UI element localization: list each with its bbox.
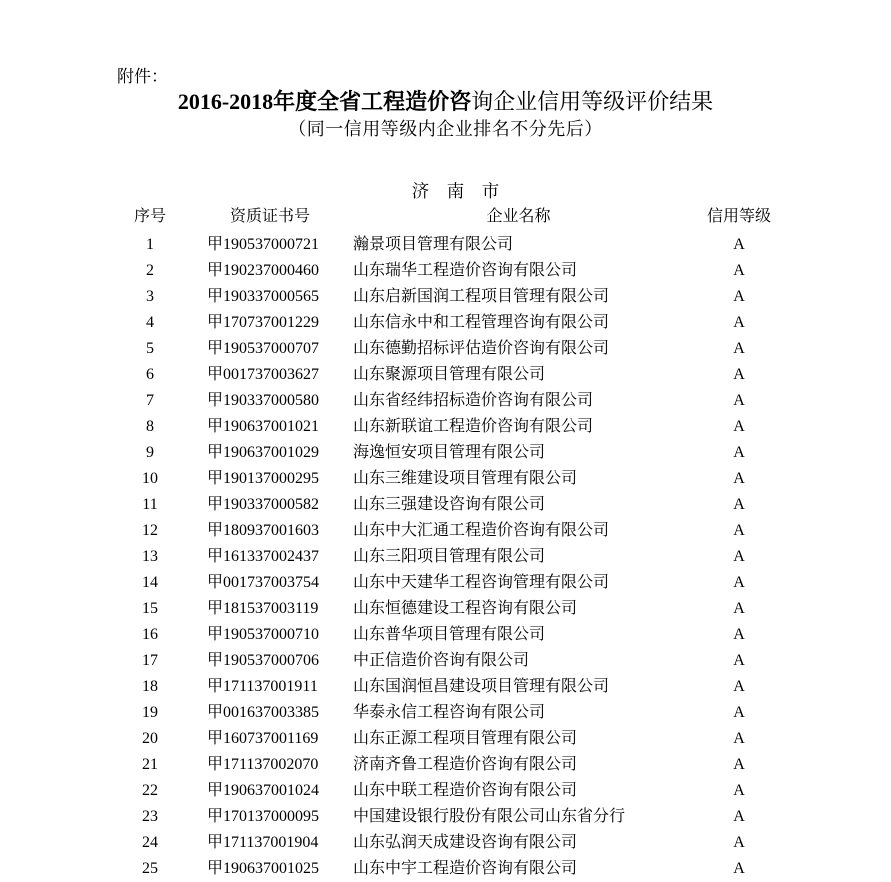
table-row [0,414,891,440]
table-row [0,596,891,622]
certificate-number-cell: 甲190337000565 [207,288,320,305]
credit-grade-cell: A [733,574,745,591]
certificate-number-cell: 甲181537003119 [207,600,319,617]
certificate-number-cell: 甲180937001603 [207,522,320,539]
company-name-cell: 山东普华项目管理有限公司 [353,626,546,643]
serial-number-cell: 22 [142,782,158,799]
company-name-cell: 山东省经纬招标造价咨询有限公司 [353,392,594,409]
table-row [0,830,891,856]
table-row [0,466,891,492]
serial-number-cell: 10 [142,470,158,487]
certificate-number-cell: 甲190237000460 [207,262,320,279]
serial-number-cell: 15 [142,600,158,617]
serial-number-cell: 12 [142,522,158,539]
table-row [0,440,891,466]
serial-number-cell: 19 [142,704,158,721]
header-company-name: 企业名称 [486,208,551,225]
table-row [0,674,891,700]
credit-grade-cell: A [733,392,745,409]
company-name-cell: 中正信造价咨询有限公司 [353,652,530,669]
certificate-number-cell: 甲190637001024 [207,782,320,799]
document-title-regular-part: 询企业信用等级评价结果 [471,89,714,114]
table-row [0,570,891,596]
company-name-cell: 山东德勤招标评估造价咨询有限公司 [353,340,610,357]
certificate-number-cell: 甲171137001904 [207,834,319,851]
certificate-number-cell: 甲190537000707 [207,340,320,357]
company-name-cell: 山东三强建设咨询有限公司 [353,496,546,513]
certificate-number-cell: 甲190637001029 [207,444,320,461]
document-title-bold-part: 2016-2018年度全省工程造价咨 [177,89,472,114]
company-name-cell: 山东中宇工程造价咨询有限公司 [353,860,578,877]
credit-grade-cell: A [733,262,745,279]
serial-number-cell: 16 [142,626,158,643]
serial-number-cell: 1 [146,236,154,253]
table-row [0,362,891,388]
certificate-number-cell: 甲001737003627 [207,366,320,383]
company-name-cell: 山东瑞华工程造价咨询有限公司 [353,262,578,279]
company-name-cell: 华泰永信工程咨询有限公司 [353,704,546,721]
table-row [0,492,891,518]
company-name-cell: 瀚景项目管理有限公司 [353,236,514,253]
serial-number-cell: 6 [146,366,154,383]
certificate-number-cell: 甲190537000706 [207,652,320,669]
table-row [0,804,891,830]
company-name-cell: 山东国润恒昌建设项目管理有限公司 [353,678,610,695]
credit-grade-cell: A [733,600,745,617]
table-row [0,284,891,310]
company-name-cell: 山东三阳项目管理有限公司 [353,548,546,565]
credit-grade-cell: A [733,366,745,383]
table-row [0,544,891,570]
company-name-cell: 山东弘润天成建设咨询有限公司 [353,834,578,851]
certificate-number-cell: 甲160737001169 [207,730,319,747]
credit-grade-cell: A [733,730,745,747]
credit-grade-cell: A [733,444,745,461]
attachment-label: 附件： [117,67,168,86]
credit-grade-cell: A [733,314,745,331]
document-title [0,88,891,116]
credit-grade-cell: A [733,236,745,253]
serial-number-cell: 17 [142,652,158,669]
company-name-cell: 山东聚源项目管理有限公司 [353,366,546,383]
header-serial-number: 序号 [133,208,166,225]
company-name-cell: 山东中联工程造价咨询有限公司 [353,782,578,799]
credit-grade-cell: A [733,626,745,643]
serial-number-cell: 13 [142,548,158,565]
document-subtitle: （同一信用等级内企业排名不分先后） [288,119,603,139]
certificate-number-cell: 甲170137000095 [207,808,320,825]
table-row [0,856,891,882]
table-row [0,336,891,362]
serial-number-cell: 23 [142,808,158,825]
table-row [0,778,891,804]
company-name-cell: 海逸恒安项目管理有限公司 [353,444,546,461]
company-name-cell: 山东恒德建设工程咨询有限公司 [353,600,578,617]
table-row [0,258,891,284]
spacer [0,142,891,180]
certificate-number-cell: 甲190337000580 [207,392,320,409]
serial-number-cell: 9 [146,444,154,461]
certificate-number-cell: 甲190537000710 [207,626,320,643]
header-credit-grade: 信用等级 [706,208,771,225]
credit-grade-cell: A [733,652,745,669]
table-row [0,622,891,648]
credit-grade-cell: A [733,678,745,695]
certificate-number-cell: 甲190537000721 [207,236,320,253]
company-name-cell: 山东正源工程项目管理有限公司 [353,730,578,747]
table-header-row [0,202,891,232]
serial-number-cell: 8 [146,418,154,435]
table-row [0,518,891,544]
credit-grade-cell: A [733,834,745,851]
serial-number-cell: 3 [146,288,154,305]
certificate-number-cell: 甲170737001229 [207,314,320,331]
table-row [0,752,891,778]
credit-grade-cell: A [733,756,745,773]
table-row [0,700,891,726]
serial-number-cell: 25 [142,860,158,877]
credit-grade-cell: A [733,522,745,539]
credit-rating-table [0,202,891,882]
serial-number-cell: 11 [142,496,158,513]
certificate-number-cell: 甲190637001021 [207,418,320,435]
table-row [0,726,891,752]
certificate-number-cell: 甲190637001025 [207,860,320,877]
credit-grade-cell: A [733,548,745,565]
table-row [0,310,891,336]
company-name-cell: 济南齐鲁工程造价咨询有限公司 [353,756,578,773]
table-row [0,648,891,674]
table-row [0,388,891,414]
credit-grade-cell: A [733,470,745,487]
table-body [0,232,891,882]
credit-grade-cell: A [733,808,745,825]
credit-grade-cell: A [733,496,745,513]
company-name-cell: 山东信永中和工程管理咨询有限公司 [353,314,610,331]
credit-grade-cell: A [733,704,745,721]
company-name-cell: 山东中大汇通工程造价咨询有限公司 [353,522,610,539]
table-row [0,232,891,258]
certificate-number-cell: 甲171137002070 [207,756,319,773]
credit-grade-cell: A [733,782,745,799]
serial-number-cell: 4 [146,314,154,331]
company-name-cell: 山东新联谊工程造价咨询有限公司 [353,418,594,435]
certificate-number-cell: 甲190137000295 [207,470,320,487]
header-certificate-number: 资质证书号 [229,208,310,225]
company-name-cell: 山东三维建设项目管理有限公司 [353,470,578,487]
credit-grade-cell: A [733,288,745,305]
credit-grade-cell: A [733,860,745,877]
serial-number-cell: 18 [142,678,158,695]
serial-number-cell: 7 [146,392,154,409]
serial-number-cell: 5 [146,340,154,357]
credit-grade-cell: A [733,418,745,435]
serial-number-cell: 2 [146,262,154,279]
company-name-cell: 山东启新国润工程项目管理有限公司 [353,288,610,305]
certificate-number-cell: 甲161337002437 [207,548,320,565]
serial-number-cell: 14 [142,574,158,591]
company-name-cell: 中国建设银行股份有限公司山东省分行 [353,808,626,825]
certificate-number-cell: 甲001737003754 [207,574,320,591]
serial-number-cell: 24 [142,834,158,851]
company-name-cell: 山东中天建华工程咨询管理有限公司 [353,574,610,591]
serial-number-cell: 20 [142,730,158,747]
certificate-number-cell: 甲171137001911 [207,678,318,695]
credit-grade-cell: A [733,340,745,357]
city-section-title: 济 南 市 [411,181,500,201]
certificate-number-cell: 甲190337000582 [207,496,320,513]
certificate-number-cell: 甲001637003385 [207,704,320,721]
serial-number-cell: 21 [142,756,158,773]
